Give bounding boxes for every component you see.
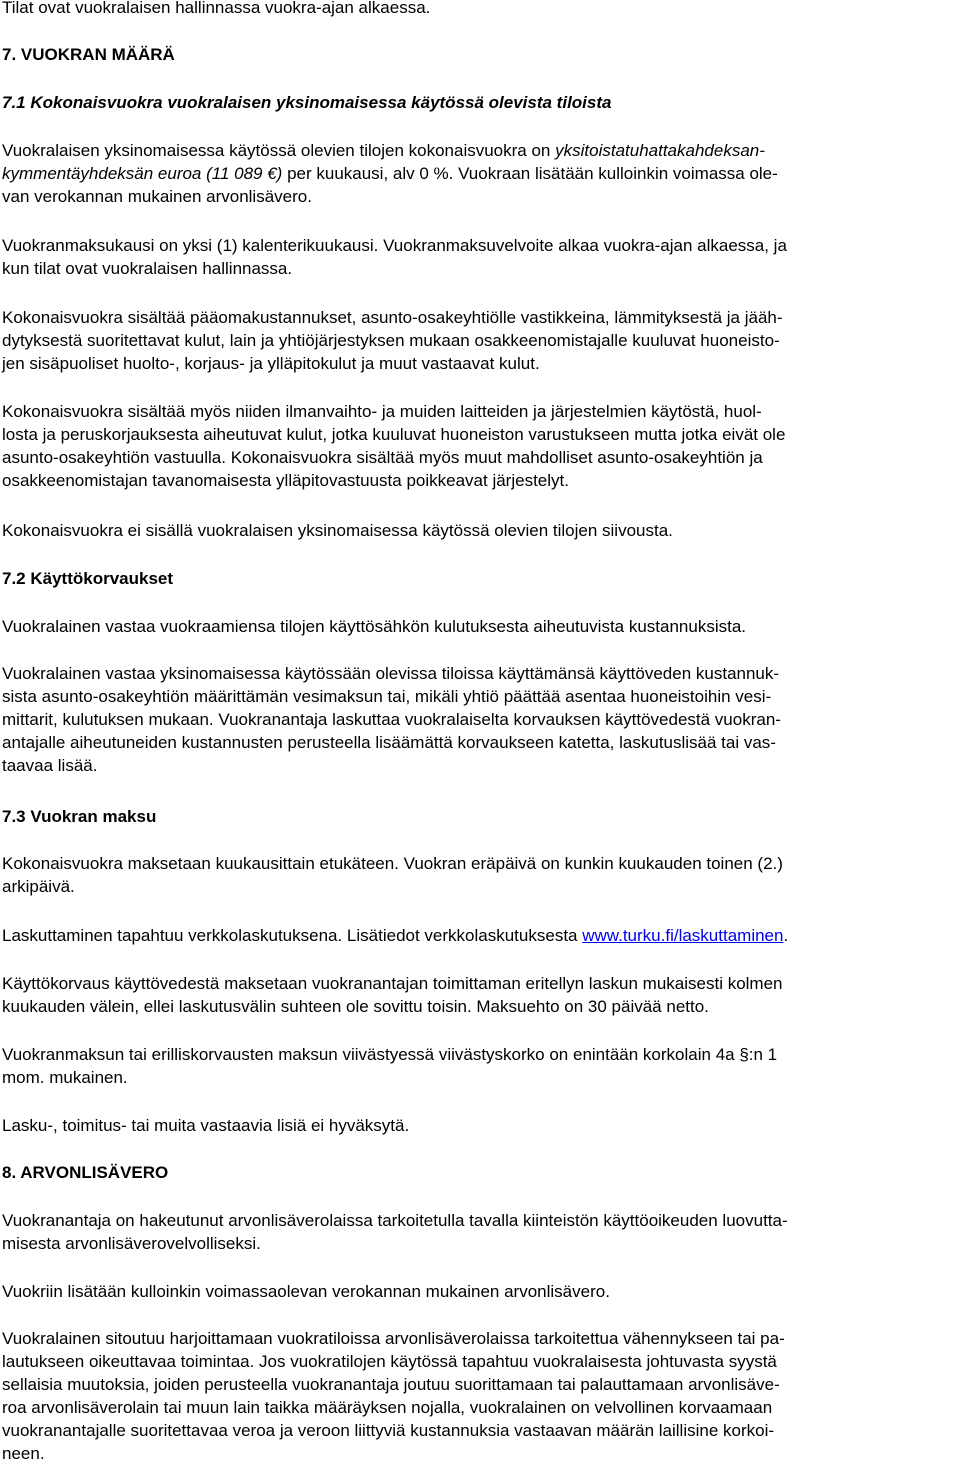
section-8-heading: 8. ARVONLISÄVERO xyxy=(2,1163,169,1182)
paragraph-7-1-excludes xyxy=(2,519,956,542)
text-line: Kokonaisvuokra sisältää pääomakustannukset, asunto-osakeyhtiölle vastikkeina, lämmityksestä ja jääh- xyxy=(2,308,783,327)
text-line: kuukauden välein, ellei laskutusvälin suhteen ole sovittu toisin. Maksuehto on 30 päivää netto. xyxy=(2,997,709,1016)
text-line: Kokonaisvuokra sisältää myös niiden ilmanvaihto- ja muiden laitteiden ja järjestelmien käytöstä, huol- xyxy=(2,402,762,421)
text-line: Kokonaisvuokra maksetaan kuukausittain etukäteen. Vuokran eräpäivä on kunkin kuukauden toinen (2.) xyxy=(2,854,783,873)
text-line: jen sisäpuoliset huolto-, korjaus- ja ylläpitokulut ja muut vastaavat kulut. xyxy=(2,354,540,373)
text-line: osakkeenomistajan tavanomaisesta ylläpitovastuusta poikkeavat järjestelyt. xyxy=(2,471,569,490)
paragraph-8-registration xyxy=(2,1209,956,1255)
text-line: sellaisia muutoksia, joiden perusteella vuokranantaja joutuu suorittamaan tai palauttamaan arvonlisäve- xyxy=(2,1375,780,1394)
text-line: Vuokralainen vastaa yksinomaisessa käytössään olevissa tiloissa käyttämänsä käyttöveden kustannuk- xyxy=(2,664,780,683)
text-line: kun tilat ovat vuokralaisen hallinnassa. xyxy=(2,259,293,278)
text-line: Vuokralaisen yksinomaisessa käytössä olevien tilojen kokonaisvuokra on yksitoistatuhattakahdeksan- xyxy=(2,141,765,160)
text-line: dytyksestä suoritettavat kulut, lain ja yhtiöjärjestyksen mukaan osakkeenomistajalle kuuluvat huoneisto- xyxy=(2,331,780,350)
paragraph-7-3-fees xyxy=(2,1114,956,1137)
text-line: Vuokralainen vastaa vuokraamiensa tilojen käyttösähkön kulutuksesta aiheutuvista kustannuksista. xyxy=(2,617,747,636)
text-line: neen. xyxy=(2,1444,45,1463)
text-line: misesta arvonlisäverovelvolliseksi. xyxy=(2,1234,261,1253)
paragraph-7-1-includes xyxy=(2,306,956,375)
intro-paragraph xyxy=(2,0,956,19)
paragraph-7-3-interest xyxy=(2,1043,956,1089)
invoicing-link[interactable]: www.turku.fi/laskuttaminen xyxy=(582,926,784,945)
paragraph-7-1-rent xyxy=(2,139,956,208)
text-line: Vuokranmaksukausi on yksi (1) kalenterikuukausi. Vuokranmaksuvelvoite alkaa vuokra-ajan alkaessa, ja xyxy=(2,236,787,255)
text-line: Tilat ovat vuokralaisen hallinnassa vuokra-ajan alkaessa. xyxy=(2,0,431,17)
section-7-1-heading: 7.1 Kokonaisvuokra vuokralaisen yksinomaisessa käytössä olevista tiloista xyxy=(2,93,612,112)
text-line: Vuokriin lisätään kulloinkin voimassaolevan verokannan mukainen arvonlisävero. xyxy=(2,1282,610,1301)
text-line: Vuokranmaksun tai erilliskorvausten maksun viivästyessä viivästyskorko on enintään korkolain 4a §:n 1 xyxy=(2,1045,778,1064)
paragraph-8-tenant-obligation xyxy=(2,1327,956,1465)
text-line: Vuokralainen sitoutuu harjoittamaan vuokratiloissa arvonlisäverolaissa tarkoitettua vähennykseen tai pa- xyxy=(2,1329,785,1348)
text-line: antajalle aiheutuneiden kustannusten perusteella lisäämättä korvaukseen katetta, laskutuslisää tai vas- xyxy=(2,733,776,752)
paragraph-7-2-electricity xyxy=(2,615,956,638)
paragraph-7-3-due-date xyxy=(2,852,956,898)
paragraph-8-vat-added xyxy=(2,1280,956,1303)
text-line: mom. mukainen. xyxy=(2,1068,128,1087)
text-line: Lasku-, toimitus- tai muita vastaavia lisiä ei hyväksytä. xyxy=(2,1116,410,1135)
text-line: vuokranantajalle suoritettavaa veroa ja veroon liittyviä kustannuksia vastaavan määrän laillisine korkoi- xyxy=(2,1421,775,1440)
paragraph-7-1-period xyxy=(2,234,956,280)
text-line: Laskuttaminen tapahtuu verkkolaskutuksena. Lisätiedot verkkolaskutuksesta www.turku.fi/laskuttaminen. xyxy=(2,926,789,945)
section-7-3-heading: 7.3 Vuokran maksu xyxy=(2,807,157,826)
text-line: asunto-osakeyhtiön vastuulla. Kokonaisvuokra sisältää myös muut mahdolliset asunto-osakeyhtiön ja xyxy=(2,448,763,467)
text-line: Vuokranantaja on hakeutunut arvonlisäverolaissa tarkoitetulla tavalla kiinteistön käyttöoikeuden luovutta- xyxy=(2,1211,788,1230)
paragraph-7-1-also-includes xyxy=(2,400,956,492)
text-line: kymmentäyhdeksän euroa (11 089 €) per kuukausi, alv 0 %. Vuokraan lisätään kulloinkin voimassa ole- xyxy=(2,164,778,183)
text-line: Kokonaisvuokra ei sisällä vuokralaisen yksinomaisessa käytössä olevien tilojen siivousta. xyxy=(2,521,673,540)
section-7-heading: 7. VUOKRAN MÄÄRÄ xyxy=(2,45,175,64)
text-line: sista asunto-osakeyhtiön määrittämän vesimaksun tai, mikäli yhtiö päättää asentaa huoneistoihin vesi- xyxy=(2,687,772,706)
text-line: arkipäivä. xyxy=(2,877,75,896)
text-line: mittarit, kulutuksen mukaan. Vuokranantaja laskuttaa vuokralaiselta korvauksen käyttövedestä vuokran- xyxy=(2,710,781,729)
paragraph-7-2-water xyxy=(2,662,956,777)
text-line: Käyttökorvaus käyttövedestä maksetaan vuokranantajan toimittaman eritellyn laskun mukaisesti kolmen xyxy=(2,974,783,993)
text-line: roa arvonlisäverolain tai muun lain taikka määräyksen nojalla, vuokralainen on velvollinen korvaamaan xyxy=(2,1398,773,1417)
section-7-2-heading: 7.2 Käyttökorvaukset xyxy=(2,569,174,588)
text-line: taavaa lisää. xyxy=(2,756,98,775)
paragraph-7-3-water-invoice xyxy=(2,972,956,1018)
text-line: losta ja peruskorjauksesta aiheutuvat kulut, jotka kuuluvat huoneiston varustukseen mutta jotka eivät ole xyxy=(2,425,786,444)
rent-amount-figure: kymmentäyhdeksän euroa (11 089 €) xyxy=(2,164,283,183)
text-line: lautukseen oikeuttavaa toimintaa. Jos vuokratilojen käytössä tapahtuu vuokralaisesta johtuvasta syystä xyxy=(2,1352,777,1371)
rent-amount-words: yksitoistatuhattakahdeksan- xyxy=(555,141,765,160)
paragraph-7-3-invoicing xyxy=(2,924,956,947)
text-line: van verokannan mukainen arvonlisävero. xyxy=(2,187,312,206)
